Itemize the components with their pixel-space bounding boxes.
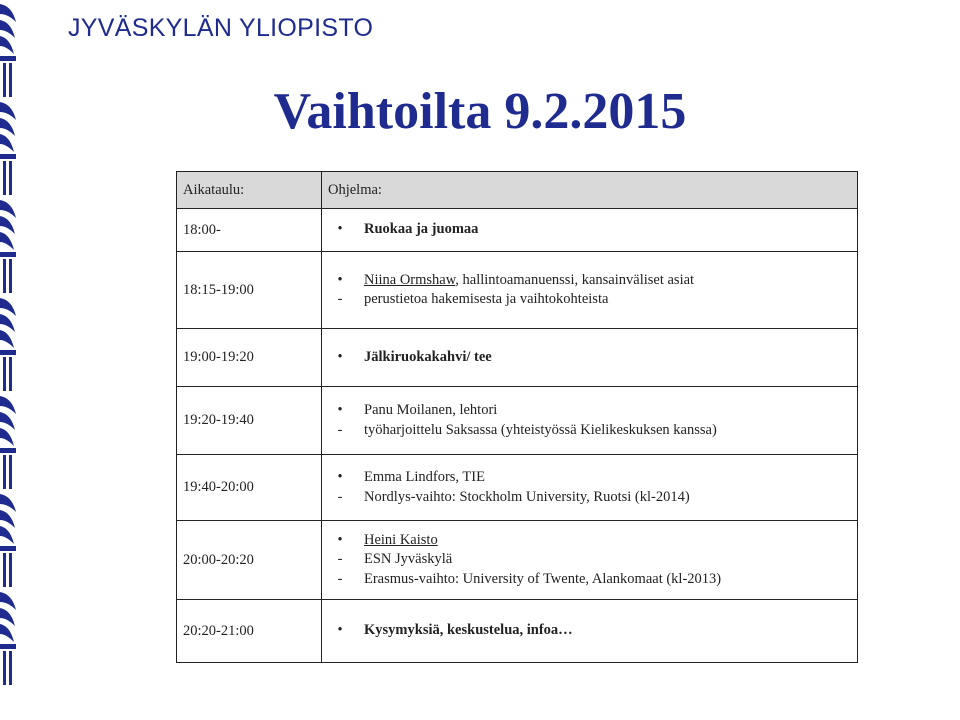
item-text: työharjoittelu Saksassa (yhteistyössä Kielikeskuksen kanssa) xyxy=(364,421,717,438)
bullet-marker: • xyxy=(337,348,343,365)
time-cell: 19:00-19:20 xyxy=(177,329,322,387)
item-text: Erasmus-vaihto: University of Twente, Alankomaat (kl-2013) xyxy=(364,570,722,587)
speaker-role: , hallintoamanuenssi, kansainväliset asiat xyxy=(455,271,695,288)
table-row xyxy=(177,455,858,521)
time-cell: 20:20-21:00 xyxy=(177,600,322,663)
program-cell xyxy=(322,209,858,252)
program-cell xyxy=(322,387,858,455)
table-row xyxy=(177,521,858,600)
list-item xyxy=(322,488,857,508)
table-header-row xyxy=(177,172,858,209)
column-header-program: Ohjelma: xyxy=(322,172,858,209)
list-item xyxy=(322,401,857,421)
bullet-marker: • xyxy=(337,402,343,418)
program-cell xyxy=(322,521,858,600)
time-cell: 18:00- xyxy=(177,209,322,252)
speaker-name: Niina Ormshaw xyxy=(364,271,456,288)
program-cell xyxy=(322,455,858,521)
list-item xyxy=(322,348,857,368)
slide-title: Vaihtoilta 9.2.2015 xyxy=(273,83,687,140)
list-item xyxy=(322,570,857,590)
schedule-table xyxy=(176,171,858,663)
item-text: Ruokaa ja juomaa xyxy=(364,221,479,238)
item-text: Kysymyksiä, keskustelua, infoa… xyxy=(364,622,573,639)
dash-marker: - xyxy=(337,551,343,568)
item-text: Nordlys-vaihto: Stockholm University, Ruotsi (kl-2014) xyxy=(364,488,690,505)
list-item xyxy=(322,550,857,570)
bullet-marker: • xyxy=(337,271,343,288)
column-header-time: Aikataulu: xyxy=(177,172,322,209)
dash-marker: - xyxy=(337,421,343,438)
item-text: Emma Lindfors, TIE xyxy=(364,469,485,485)
program-cell xyxy=(322,329,858,387)
list-item xyxy=(322,621,857,641)
table-row xyxy=(177,600,858,663)
list-item xyxy=(322,468,857,488)
speaker-name: Heini Kaisto xyxy=(364,531,438,548)
list-item xyxy=(322,531,857,551)
dash-marker: - xyxy=(337,488,343,505)
bullet-marker: • xyxy=(337,469,343,485)
item-text: Panu Moilanen, lehtori xyxy=(364,402,498,418)
time-cell: 18:15-19:00 xyxy=(177,252,322,329)
bullet-marker: • xyxy=(337,531,343,548)
list-item xyxy=(322,290,857,310)
program-cell xyxy=(322,600,858,663)
time-cell: 19:40-20:00 xyxy=(177,455,322,521)
university-name: JYVÄSKYLÄN YLIOPISTO xyxy=(68,14,374,42)
time-cell: 20:00-20:20 xyxy=(177,521,322,600)
table-row xyxy=(177,209,858,252)
list-item xyxy=(322,271,857,291)
program-cell xyxy=(322,252,858,329)
bullet-marker: • xyxy=(337,221,343,238)
list-item xyxy=(322,220,857,240)
item-text: ESN Jyväskylä xyxy=(364,551,453,568)
item-text: Jälkiruokakahvi/ tee xyxy=(364,348,492,365)
table-row xyxy=(177,252,858,329)
list-item xyxy=(322,421,857,441)
table-row xyxy=(177,329,858,387)
bullet-marker: • xyxy=(337,622,343,639)
table-row xyxy=(177,387,858,455)
time-cell: 19:20-19:40 xyxy=(177,387,322,455)
item-text: perustietoa hakemisesta ja vaihtokohteista xyxy=(364,291,609,307)
dash-marker: - xyxy=(337,570,343,587)
dash-marker: - xyxy=(337,291,343,307)
